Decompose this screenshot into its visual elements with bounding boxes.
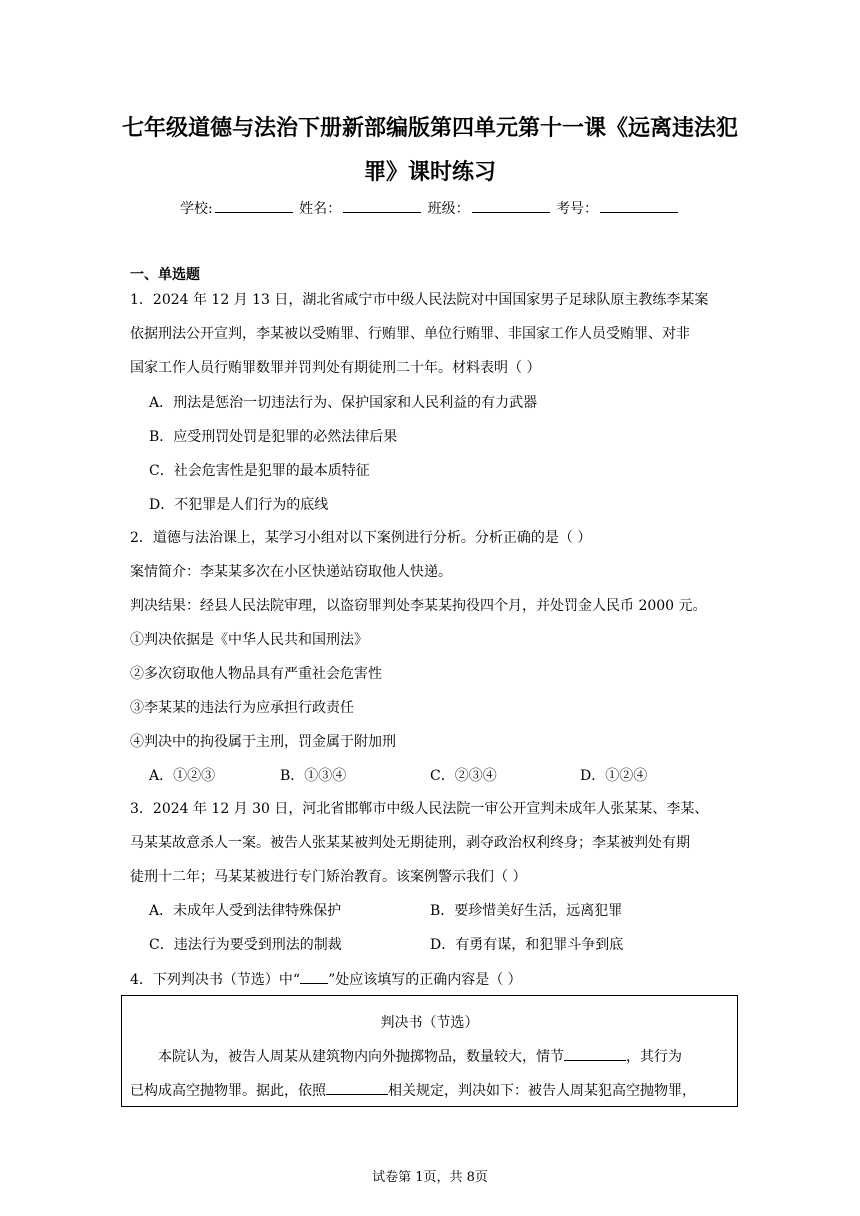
q1-line-3: 国家工作人员行贿罪数罪并罚判处有期徒刑二十年。材料表明（ ） [130,360,541,376]
q2-option-b: B．①③④ [280,768,347,784]
q1-line-2: 依据刑法公开宣判，李某被以受贿罪、行贿罪、单位行贿罪、非国家工作人员受贿罪、对非 [130,326,690,342]
q4-stem-part-2: ”处应该填写的正确内容是（ ） [328,972,522,988]
student-info-row [0,198,860,219]
q4-stem-blank [300,969,328,984]
q3-line-2: 马某某故意杀人一案。被告人张某某被判处无期徒刑，剥夺政治权利终身；李某被判处有期 [130,835,690,851]
q3-option-d: D．有勇有谋，和犯罪斗争到底 [430,937,624,953]
school-label: 学校: [179,201,213,217]
q3-option-b: B．要珍惜美好生活，远离犯罪 [430,903,623,919]
q2-statement-3: ③李某某的违法行为应承担行政责任 [130,700,354,716]
q3-option-c: C．违法行为要受到刑法的制裁 [149,937,342,953]
q1-option-b: B．应受刑罚处罚是犯罪的必然法律后果 [149,429,398,445]
q2-statement-4: ④判决中的拘役属于主刑，罚金属于附加刑 [130,734,396,750]
judgment-line-1-part-2: ，其行为 [626,1049,682,1065]
section-heading: 一、单选题 [130,267,200,283]
class-label: 班级： [427,201,470,217]
exam-number-label: 考号： [556,201,599,217]
judgment-line-2 [130,1080,730,1101]
q2-option-a: A．①②③ [149,768,216,784]
q2-statement-2: ②多次窃取他人物品具有严重社会危害性 [130,666,382,682]
q3-line-3: 徒刑十二年；马某某被进行专门矫治教育。该案例警示我们（ ） [130,869,527,885]
q2-statement-1: ①判决依据是《中华人民共和国刑法》 [130,632,368,648]
judgment-blank-2 [326,1080,388,1095]
q2-stem: 2．道德与法治课上，某学习小组对以下案例进行分析。分析正确的是（ ） [130,530,592,546]
judgment-line-2-part-2: 相关规定，判决如下：被告人周某犯高空抛物罪， [388,1083,696,1099]
school-blank [215,198,293,213]
name-blank [343,198,421,213]
q3-line-1: 3．2024 年 12 月 30 日，河北省邯郸市中级人民法院一审公开宣判未成年人张某某、李某、 [130,801,709,817]
judgment-box-title: 判决书（节选） [380,1015,479,1031]
name-label: 姓名： [299,201,342,217]
exam-number-blank [600,198,678,213]
judgment-line-1 [158,1046,758,1067]
page-title-line-1: 七年级道德与法治下册新部编版第四单元第十一课《远离违法犯 [121,116,738,141]
judgment-blank-1 [564,1046,626,1061]
q2-option-c: C．②③④ [430,768,497,784]
class-blank [472,198,550,213]
q3-option-a: A．未成年人受到法律特殊保护 [149,903,342,919]
q1-option-d: D．不犯罪是人们行为的底线 [149,497,329,513]
page-title-line-2: 罪》课时练习 [363,160,496,185]
judgment-line-2-part-1: 已构成高空抛物罪。据此，依照 [130,1083,326,1099]
judgment-line-1-part-1: 本院认为，被告人周某从建筑物内向外抛掷物品，数量较大，情节 [158,1049,564,1065]
q1-option-a: A．刑法是惩治一切违法行为、保护国家和人民利益的有力武器 [149,395,538,411]
q4-stem-part-1: 4．下列判决书（节选）中“ [130,972,301,988]
q1-option-c: C．社会危害性是犯罪的最本质特征 [149,463,370,479]
q2-verdict: 判决结果：经县人民法院审理，以盗窃罪判处李某某拘役四个月，并处罚金人民币 2000 元。 [130,598,707,614]
q2-option-d: D．①②④ [580,768,648,784]
q4-stem [130,969,522,990]
q2-case: 案情简介：李某某多次在小区快递站窃取他人快递。 [130,564,452,580]
page-footer: 试卷第 1页，共 8页 [372,1170,488,1185]
q1-line-1: 1．2024 年 12 月 13 日，湖北省咸宁市中级人民法院对中国国家男子足球队原主教练李某案 [130,292,709,308]
